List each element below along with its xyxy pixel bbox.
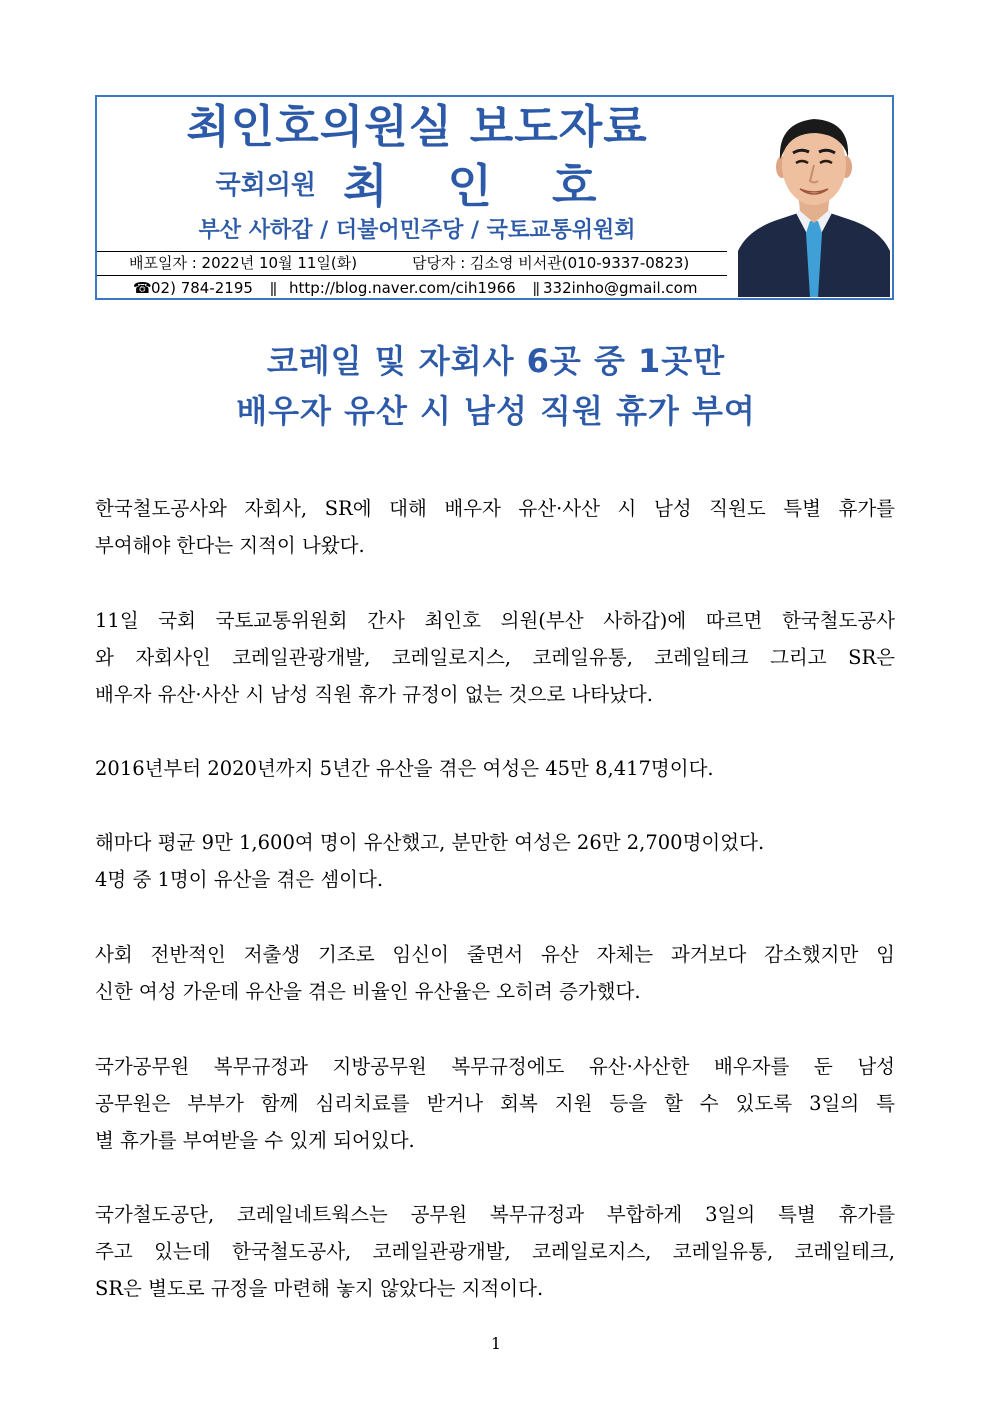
press-release-header [95,95,894,300]
text-line: 주고 있는데 한국철도공사, 코레일관광개발, 코레일로지스, 코레일유통, 코레일테크, [95,1240,895,1263]
paragraph-7 [95,1196,895,1307]
release-date: 배포일자 : 2022년 10월 11일(화) [129,254,358,272]
headline-line-2: 배우자 유산 시 남성 직원 휴가 부여 [236,392,756,430]
text-line: 부여해야 한다는 지적이 나왔다. [95,534,365,557]
text-line: 4명 중 1명이 유산을 겪은 셈이다. [95,868,384,891]
headline-line-1: 코레일 및 자회사 6곳 중 1곳만 [266,342,726,380]
member-name: 최 인 호 [343,158,619,213]
text-line: 한국철도공사와 자회사, SR에 대해 배우자 유산·사산 시 남성 직원도 특별 휴가를 [95,497,895,520]
contact-person: 담당자 : 김소영 비서관(010-9337-0823) [412,254,690,272]
text-line: 신한 여성 가운데 유산을 겪은 비율인 유산율은 오히려 증가했다. [95,980,641,1003]
text-line: 2016년부터 2020년까지 5년간 유산을 겪은 여성은 45만 8,417명이다. [95,757,714,780]
separator: ǁ [269,279,278,297]
text-line: 공무원은 부부가 함께 심리치료를 받거나 회복 지원 등을 할 수 있도록 3일의 특 [95,1092,895,1115]
email-link[interactable]: 332inho@gmail.com [543,279,698,297]
phone-icon: ☎ [133,279,152,297]
member-label: 국회의원 [215,170,317,201]
text-line: 별 휴가를 부여받을 수 있게 되어있다. [95,1129,415,1152]
text-line: 사회 전반적인 저출생 기조로 임신이 줄면서 유산 자체는 과거보다 감소했지만 임 [95,943,895,966]
separator: ǁ [532,279,540,297]
paragraph-2 [95,602,895,713]
release-info [97,252,727,275]
text-line: SR은 별도로 규정을 마련해 놓지 않았다는 지적이다. [95,1277,544,1300]
paragraph-3 [95,750,895,787]
divider [97,275,727,276]
paragraph-5 [95,936,895,1010]
phone-number: 02) 784-2195 [151,279,253,297]
page-number: 1 [490,1334,502,1353]
paragraph-1 [95,490,895,564]
member-affiliation: 부산 사하갑 / 더불어민주당 / 국토교통위원회 [198,218,636,243]
text-line: 와 자회사인 코레일관광개발, 코레일로지스, 코레일유통, 코레일테크 그리고 SR은 [95,646,895,669]
blog-link[interactable] [289,277,540,299]
member-line [97,155,737,216]
contact-info [97,277,727,299]
member-photo [738,101,890,297]
member-portrait-image [738,101,890,297]
paragraph-6 [95,1048,895,1159]
phone [133,277,277,299]
paragraph-4 [95,824,895,898]
press-release-title: 최인호의원실 보도자료 [186,100,648,153]
text-line: 국가철도공단, 코레일네트웍스는 공무원 복무규정과 부합하게 3일의 특별 휴가를 [95,1203,895,1226]
text-line: 11일 국회 국토교통위원회 간사 최인호 의원(부산 사하갑)에 따르면 한국철도공사 [95,609,895,632]
text-line: 해마다 평균 9만 1,600여 명이 유산했고, 분만한 여성은 26만 2,700명이었다. [95,831,765,854]
blog-url[interactable]: http://blog.naver.com/cih1966 [289,279,516,297]
text-line: 배우자 유산·사산 시 남성 직원 휴가 규정이 없는 것으로 나타났다. [95,683,653,706]
text-line: 국가공무원 복무규정과 지방공무원 복무규정에도 유산·사산한 배우자를 둔 남성 [95,1055,895,1078]
